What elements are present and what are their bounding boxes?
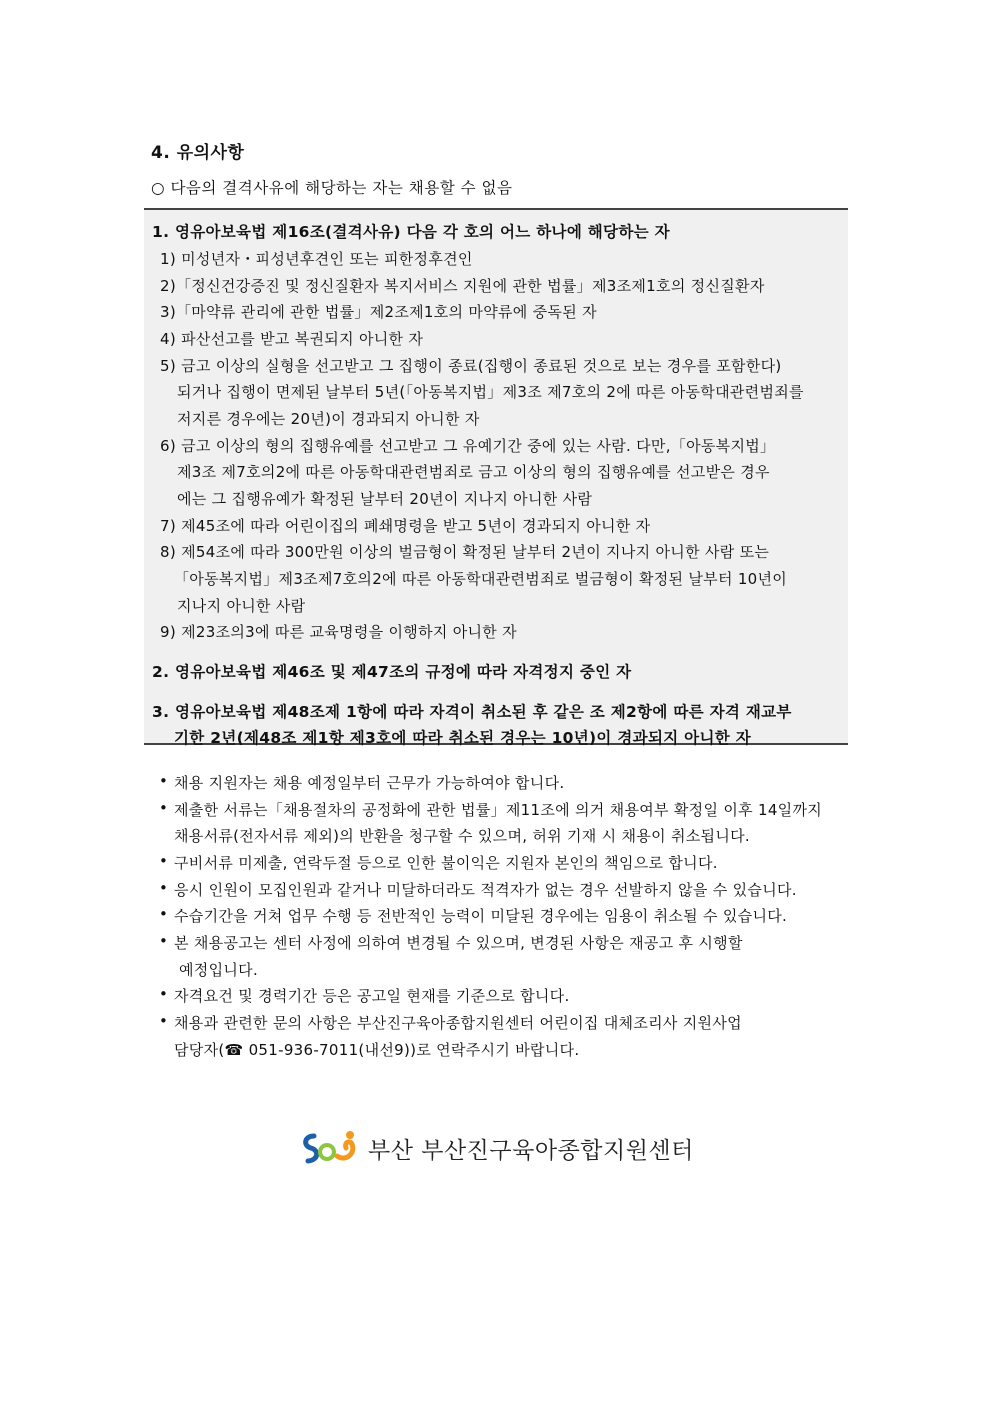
- item2-title: 2. 영유아보육법 제46조 및 제47조의 규정에 따라 자격정지 중인 자: [152, 663, 632, 681]
- note-1: 채용 지원자는 채용 예정일부터 근무가 가능하여야 합니다.: [174, 774, 565, 792]
- item3-title-line1: 3. 영유아보육법 제48조제 1항에 따라 자격이 취소된 후 같은 조 제2항에 따른 자격 재교부: [152, 703, 792, 721]
- note-3: 구비서류 미제출, 연락두절 등으로 인한 불이익은 지원자 본인의 책임으로 합니다.: [174, 854, 718, 872]
- section-title: 4. 유의사항: [151, 143, 245, 163]
- item1-sub5-line3: 저지른 경우에는 20년)이 경과되지 아니한 자: [177, 410, 480, 428]
- item1-sub5-line1: 5) 금고 이상의 실형을 선고받고 그 집행이 종료(집행이 종료된 것으로 보는 경우를 포함한다): [160, 357, 782, 375]
- bullet: •: [159, 879, 168, 897]
- item1-sub5-line2: 되거나 집행이 면제된 날부터 5년(「아동복지법」제3조 제7호의 2에 따른 아동학대관련범죄를: [177, 383, 804, 401]
- disqualification-box: [144, 208, 848, 745]
- item1-sub8-line3: 지나지 아니한 사람: [177, 597, 306, 615]
- note-8-line2: 담당자(☎ 051-936-7011(내선9))로 연락주시기 바랍니다.: [174, 1041, 580, 1059]
- item1-sub4: 4) 파산선고를 받고 복권되지 아니한 자: [160, 330, 424, 348]
- bullet: •: [159, 985, 168, 1003]
- bullet: •: [159, 905, 168, 923]
- note-5: 수습기간을 거쳐 업무 수행 등 전반적인 능력이 미달된 경우에는 임용이 취소될 수 있습니다.: [174, 907, 788, 925]
- item1-title: 1. 영유아보육법 제16조(결격사유) 다음 각 호의 어느 하나에 해당하는 자: [152, 223, 670, 241]
- item1-sub6-line3: 에는 그 집행유예가 확정된 날부터 20년이 지나지 아니한 사람: [177, 490, 593, 508]
- item1-sub2: 2)「정신건강증진 및 정신질환자 복지서비스 지원에 관한 법률」제3조제1호의 정신질환자: [160, 277, 765, 295]
- bullet: •: [159, 799, 168, 817]
- item1-sub7: 7) 제45조에 따라 어린이집의 폐쇄명령을 받고 5년이 경과되지 아니한 자: [160, 517, 651, 535]
- intro-text: ○ 다음의 결격사유에 해당하는 자는 채용할 수 없음: [151, 179, 513, 197]
- item3-title-line2: 기한 2년(제48조 제1항 제3호에 따라 취소된 경우는 10년)이 경과되지 아니한 자: [174, 729, 751, 747]
- item1-sub8-line1: 8) 제54조에 따라 300만원 이상의 벌금형이 확정된 날부터 2년이 지나지 아니한 사람 또는: [160, 543, 770, 561]
- item1-sub8-line2: 「아동복지법」제3조제7호의2에 따른 아동학대관련범죄로 벌금형이 확정된 날부터 10년이: [174, 570, 788, 588]
- note-4: 응시 인원이 모집인원과 같거나 미달하더라도 적격자가 없는 경우 선발하지 않을 수 있습니다.: [174, 881, 797, 899]
- item1-sub6-line1: 6) 금고 이상의 형의 집행유예를 선고받고 그 유예기간 중에 있는 사람. 다만,「아동복지법」: [160, 437, 776, 455]
- note-7: 자격요건 및 경력기간 등은 공고일 현재를 기준으로 합니다.: [174, 987, 570, 1005]
- note-2-line1: 제출한 서류는「채용절차의 공정화에 관한 법률」제11조에 의거 채용여부 확정일 이후 14일까지: [174, 801, 823, 819]
- note-2-line2: 채용서류(전자서류 제외)의 반환을 청구할 수 있으며, 허위 기재 시 채용이 취소됩니다.: [174, 827, 750, 845]
- note-8-line1: 채용과 관련한 문의 사항은 부산진구육아종합지원센터 어린이집 대체조리사 지원사업: [174, 1014, 742, 1032]
- bullet: •: [159, 772, 168, 790]
- note-6-line2: 예정입니다.: [179, 961, 259, 979]
- bullet: •: [159, 1012, 168, 1030]
- bullet: •: [159, 852, 168, 870]
- center-logo-icon: [300, 1128, 362, 1168]
- bullet: •: [159, 932, 168, 950]
- item1-sub3: 3)「마약류 관리에 관한 법률」제2조제1호의 마약류에 중독된 자: [160, 303, 597, 321]
- item1-sub6-line2: 제3조 제7호의2에 따른 아동학대관련범죄로 금고 이상의 형의 집행유예를 선고받은 경우: [177, 463, 770, 481]
- item1-sub1: 1) 미성년자・피성년후견인 또는 피한정후견인: [160, 250, 473, 268]
- center-name: 부산 부산진구육아종합지원센터: [368, 1137, 694, 1164]
- note-6-line1: 본 채용공고는 센터 사정에 의하여 변경될 수 있으며, 변경된 사항은 재공고 후 시행할: [174, 934, 743, 952]
- footer: [300, 1126, 694, 1170]
- item1-sub9: 9) 제23조의3에 따른 교육명령을 이행하지 아니한 자: [160, 623, 517, 641]
